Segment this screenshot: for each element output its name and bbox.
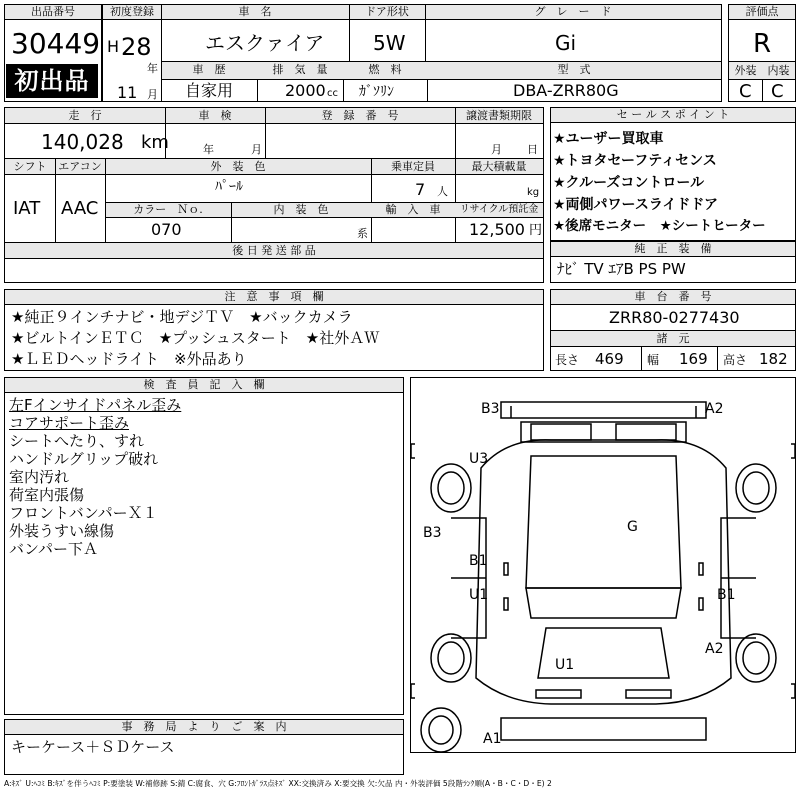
equipment-box (550, 241, 796, 283)
grade-label: グ レ ー ド (534, 5, 612, 18)
chassis-number: ZRR80-0277430 (609, 308, 740, 327)
sales-point: ★後席モニター ★シートヒーター (553, 218, 766, 234)
height: 182 (759, 350, 788, 368)
document-deadline-label: 譲渡書類期限 (466, 109, 532, 122)
length-label: 長さ (555, 353, 580, 367)
inspection-label: 車 検 (198, 109, 232, 122)
interior-color-unit: 系 (357, 227, 368, 240)
lot-number-label: 出品番号 (5, 5, 101, 20)
month-unit: 月 (147, 88, 158, 101)
era: H (107, 37, 120, 56)
inspector-line: フロントバンパーＸ１ (9, 504, 158, 522)
exterior-label: 外装 (734, 64, 757, 77)
aircon-label: エアコン (58, 160, 102, 173)
lot-number: 30449 (11, 27, 101, 60)
chassis-label: 車 台 番 号 (551, 290, 795, 305)
registration-month: 11 (117, 83, 138, 102)
displacement-unit: cc (327, 88, 338, 99)
capacity-unit: 人 (437, 185, 448, 198)
vehicle-history: 自家用 (185, 81, 234, 100)
height-label: 高さ (723, 353, 748, 367)
mileage-unit: km (141, 132, 169, 153)
exterior-color-label: 外 装 色 (210, 160, 266, 173)
door-label: ドア形状 (365, 5, 409, 18)
model-label: 型 式 (557, 63, 591, 76)
year-unit: 年 (147, 62, 158, 75)
damage-mark: B3 (423, 525, 442, 541)
sales-point: ★クルーズコントロール (553, 175, 705, 191)
exterior-grade: C (739, 81, 752, 102)
equipment-value: ﾅﾋﾞ TV ｴｱB PS PW (557, 260, 686, 278)
car-name-label: 車 名 (238, 5, 272, 18)
recycle-fee: 12,500 (469, 220, 525, 239)
car-name: エスクァイア (205, 31, 325, 55)
sales-points-label: セ ー ル ス ポ イ ン ト (551, 108, 795, 123)
sales-points-box (550, 107, 796, 241)
inspection-month-unit: 月 (251, 143, 262, 156)
spec-label: 諸 元 (656, 332, 690, 345)
capacity-label: 乗車定員 (391, 160, 435, 173)
registration-year: 28 (121, 33, 152, 61)
inspector-line: 外装うすい線傷 (9, 522, 115, 540)
inspector-line: 左Fインサイドパネル歪み (9, 396, 182, 414)
width-label: 幅 (647, 353, 660, 367)
inspector-label: 検 査 員 記 入 欄 (5, 378, 403, 393)
displacement-label: 排 気 量 (272, 63, 328, 76)
door-type: 5W (373, 31, 406, 55)
document-month-unit: 月 (491, 143, 502, 156)
color-number: 070 (151, 220, 182, 239)
recycle-label: リサイクル預託金 (459, 204, 539, 215)
interior-label: 内装 (767, 64, 790, 77)
vehicle-detail-box (4, 107, 544, 283)
chassis-box (550, 289, 796, 371)
document-day-unit: 日 (527, 143, 538, 156)
later-parts-label: 後 日 発 送 部 品 (232, 244, 316, 257)
score: R (753, 29, 772, 59)
exterior-color: ﾊﾟｰﾙ (215, 179, 243, 195)
inspection-year-unit: 年 (203, 143, 214, 156)
damage-mark: B1 (717, 587, 736, 603)
equipment-label: 純 正 装 備 (551, 242, 795, 257)
damage-mark: G (627, 519, 638, 535)
damage-mark: A2 (705, 401, 724, 417)
inspector-box (4, 377, 404, 715)
aircon: AAC (61, 198, 99, 219)
displacement: 2000 (285, 81, 326, 100)
inspector-line: 室内汚れ (9, 468, 70, 486)
note-line: ★ビルトインＥＴＣ ★プッシュスタート ★社外ＡＷ (11, 329, 380, 347)
damage-mark: A1 (483, 731, 502, 747)
interior-grade: C (771, 81, 784, 102)
max-load-unit: kg (527, 187, 540, 198)
max-load-label: 最大積載量 (471, 160, 527, 173)
fuel-label: 燃 料 (368, 63, 402, 76)
inspector-line: シートへたり、すれ (9, 432, 145, 450)
mileage-label: 走 行 (68, 109, 102, 122)
inspector-line: コアサポート歪み (9, 414, 130, 432)
registration-number-label: 登 録 番 号 (321, 109, 399, 122)
recycle-unit: 円 (529, 223, 543, 238)
car-diagram (410, 377, 796, 753)
sales-point: ★トヨタセーフティセンス (553, 153, 717, 169)
damage-mark: U3 (469, 451, 489, 467)
damage-mark: B1 (469, 553, 488, 569)
office-box (4, 719, 404, 775)
legend: A:ｷｽﾞ U:ﾍｺﾐ B:ｷｽﾞを伴うﾍｺﾐ P:要塗装 W:補修跡 S:錆 C:腐食、穴 G:ﾌﾛﾝﾄｶﾞﾗｽ点ｷｽﾞ XX:交換済み X:要交換 欠:欠品 内・外装評価 5段階ﾗﾝｸ順(A・B・C・D・E) 2 (4, 779, 552, 788)
damage-mark: B3 (481, 401, 500, 417)
vehicle-header-box (102, 4, 722, 102)
shift: IAT (13, 198, 41, 219)
damage-mark: A2 (705, 641, 724, 657)
sales-point: ★両側パワースライドドア (553, 197, 719, 213)
score-label: 評価点 (729, 5, 795, 20)
inspector-line: ハンドルグリップ破れ (9, 450, 159, 468)
sales-point: ★ユーザー買取車 (553, 131, 664, 147)
shift-label: シフト (13, 160, 47, 173)
first-listing-badge: 初出品 (6, 64, 98, 98)
model: DBA-ZRR80G (513, 81, 619, 100)
interior-color-label: 内 装 色 (273, 203, 329, 216)
capacity: 7 (415, 180, 426, 199)
office-label: 事 務 局 よ り ご 案 内 (5, 720, 403, 735)
inspector-line: バンパー下Ａ (9, 540, 98, 558)
first-registration-label: 初度登録 (110, 5, 154, 18)
fuel: ｶﾞｿﾘﾝ (359, 84, 394, 100)
import-label: 輸 入 車 (385, 203, 441, 216)
grade: Gi (555, 31, 577, 55)
mileage: 140,028 (41, 130, 124, 154)
note-line: ★ＬＥＤヘッドライト ※外品あり (11, 350, 247, 368)
score-box (728, 4, 796, 102)
damage-mark: U1 (555, 657, 575, 673)
length: 469 (595, 350, 624, 368)
notes-label: 注 意 事 項 欄 (5, 290, 543, 305)
history-label: 車 歴 (192, 63, 226, 76)
damage-mark: U1 (469, 587, 489, 603)
color-number-label: カラー Ｎｏ. (133, 203, 203, 216)
inspector-line: 荷室内張傷 (9, 486, 85, 504)
office-value: キーケース＋ＳＤケース (11, 738, 175, 756)
width: 169 (679, 350, 708, 368)
note-line: ★純正９インチナビ・地デジＴＶ ★バックカメラ (11, 308, 353, 326)
notes-box (4, 289, 544, 371)
